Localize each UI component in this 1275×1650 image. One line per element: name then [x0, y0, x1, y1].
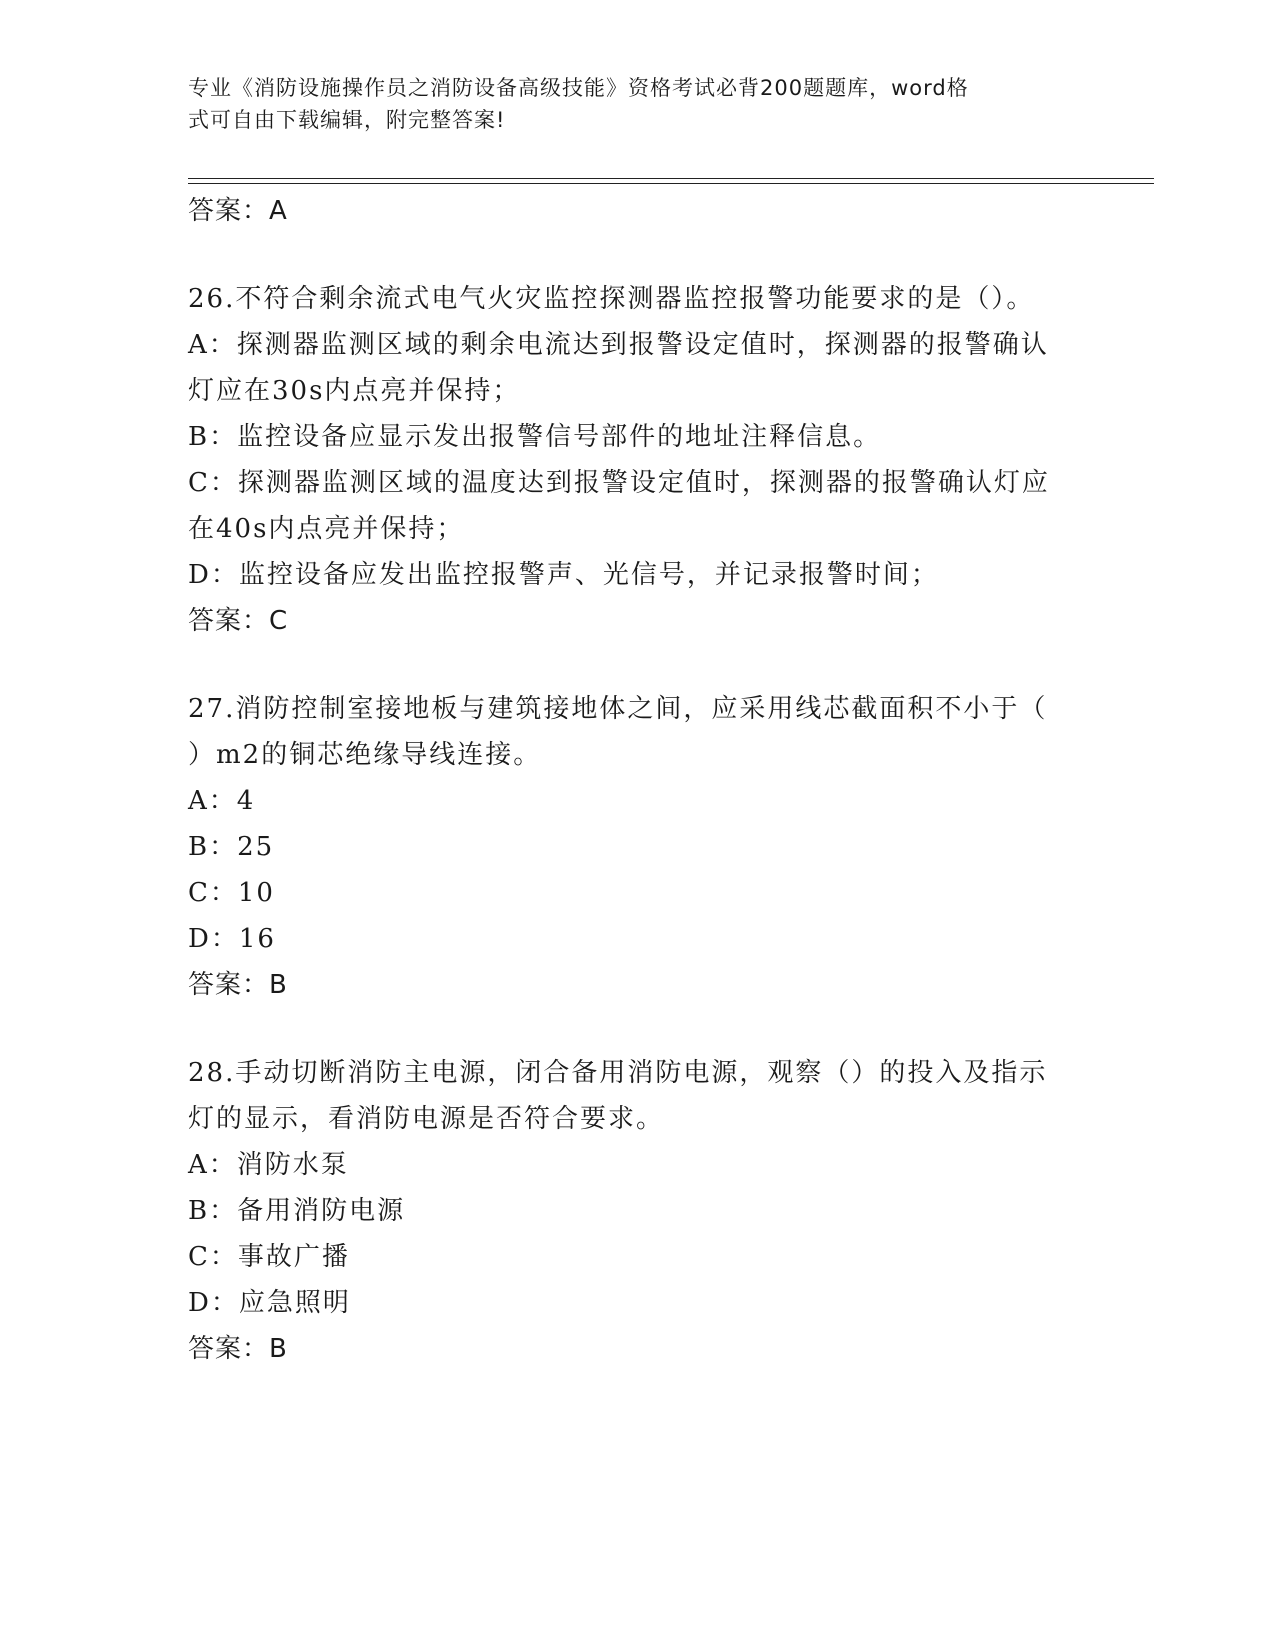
header-divider-top: [188, 178, 1154, 179]
answer-line: 答案：B: [188, 970, 288, 1000]
option-d: D：应急照明: [188, 1288, 351, 1318]
option-c: C：10: [188, 878, 275, 908]
option-c: C：探测器监测区域的温度达到报警设定值时，探测器的报警确认灯应: [188, 468, 1050, 498]
option-b: B：监控设备应显示发出报警信号部件的地址注释信息。: [188, 422, 882, 452]
document-body: [188, 188, 1088, 1372]
header-line-1: 专业《消防设施操作员之消防设备高级技能》资格考试必背200题题库，word格: [188, 76, 969, 100]
option-c: C：事故广播: [188, 1242, 350, 1272]
option-a: A：4: [188, 786, 256, 816]
header-divider-bottom: [188, 183, 1154, 184]
option-a: A：探测器监测区域的剩余电流达到报警设定值时，探测器的报警确认: [188, 330, 1049, 360]
option-a: A：消防水泵: [188, 1150, 349, 1180]
question-stem-continued: 灯的显示，看消防电源是否符合要求。: [188, 1104, 665, 1134]
option-d: D：16: [188, 924, 276, 954]
question-28: [188, 1050, 1088, 1372]
answer-line: 答案：B: [188, 1334, 288, 1364]
header-line-2: 式可自由下载编辑，附完整答案!: [188, 108, 506, 132]
option-b: B：25: [188, 832, 275, 862]
option-b: B：备用消防电源: [188, 1196, 406, 1226]
question-stem: 28.手动切断消防主电源，闭合备用消防电源，观察（）的投入及指示: [188, 1058, 1048, 1088]
question-27: [188, 686, 1088, 1008]
question-26: [188, 276, 1088, 644]
question-stem: 26.不符合剩余流式电气火灾监控探测器监控报警功能要求的是（）。: [188, 284, 1035, 314]
option-d: D：监控设备应发出监控报警声、光信号，并记录报警时间；: [188, 560, 939, 590]
question-stem: 27.消防控制室接地板与建筑接地体之间，应采用线芯截面积不小于（: [188, 694, 1048, 724]
document-header: [188, 72, 1068, 136]
option-a-continued: 灯应在30s内点亮并保持；: [188, 376, 521, 406]
option-c-continued: 在40s内点亮并保持；: [188, 514, 465, 544]
question-stem-continued: ）m2的铜芯绝缘导线连接。: [188, 740, 542, 770]
answer-line: 答案：C: [188, 606, 289, 636]
answer-line: 答案：A: [188, 196, 288, 226]
